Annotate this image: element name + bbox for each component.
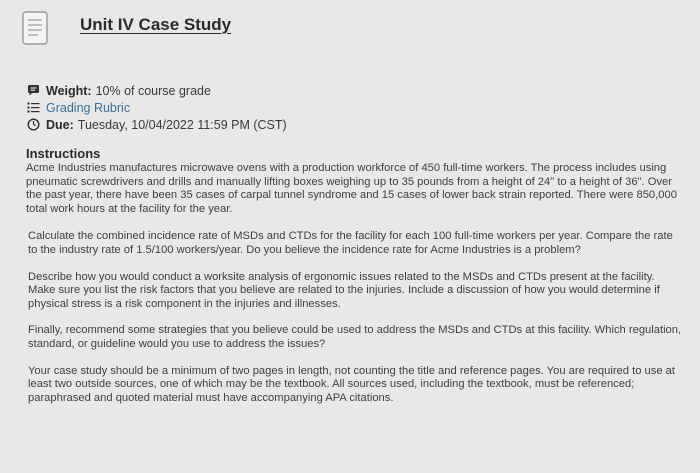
instruction-paragraph-strategies: Finally, recommend some strategies that you believe could be used to address the MSDs and CTDs at this facility. Which regulation, standard, or guideline would you use to address the issues? [28,324,682,350]
instruction-paragraph-scenario: Acme Industries manufactures microwave ovens with a production workforce of 450 full-time workers. The process includes using pneumatic screwdrivers and drills and manually lifting boxes weighing up to 35 pounds from a height of 24" to a height of 36". Over the past year, there have been 35 cases of carpal tunnel syndrome and 15 cases of lower back strain reported. There were 850,000 total work hours at the facility for the year. [26,162,677,215]
speech-bubble-icon [26,84,40,98]
weight-label: Weight: [46,83,92,98]
instructions-section [26,146,682,418]
instruction-paragraph-calculate: Calculate the combined incidence rate of MSDs and CTDs for the facility for each 100 full-time workers per year. Compare the rate to the industry rate of 1.5/100 workers/year. Do you believe the incidence rate for Acme Industries is a problem? [28,230,673,256]
grading-rubric-link[interactable]: Grading Rubric [46,100,131,115]
instructions-heading: Instructions [26,146,101,161]
assignment-meta [26,82,287,133]
list-icon [26,101,40,115]
weight-row [26,82,287,99]
page-title: Unit IV Case Study [80,15,232,34]
rubric-row[interactable] [26,99,287,116]
instruction-paragraph-analysis: Describe how you would conduct a worksite analysis of ergonomic issues related to the MSDs and CTDs present at the facility. Make sure you list the risk factors that you believe are related to the injuries. Include a discussion of how you would determine if physical stress is a risk component in the injuries and illnesses. [28,270,660,310]
due-row [26,116,287,133]
due-label: Due: [46,117,74,132]
instruction-paragraph-requirements: Your case study should be a minimum of two pages in length, not counting the title and reference pages. You are required to use at least two outside sources, one of which may be the textbook. All sources used, including the textbook, must be referenced; paraphrased and quoted material must have accompanying APA citations. [28,364,676,404]
clock-icon [26,118,40,132]
due-value: Tuesday, 10/04/2022 11:59 PM (CST) [77,117,287,132]
document-icon [22,11,48,45]
weight-value: 10% of course grade [95,83,211,98]
